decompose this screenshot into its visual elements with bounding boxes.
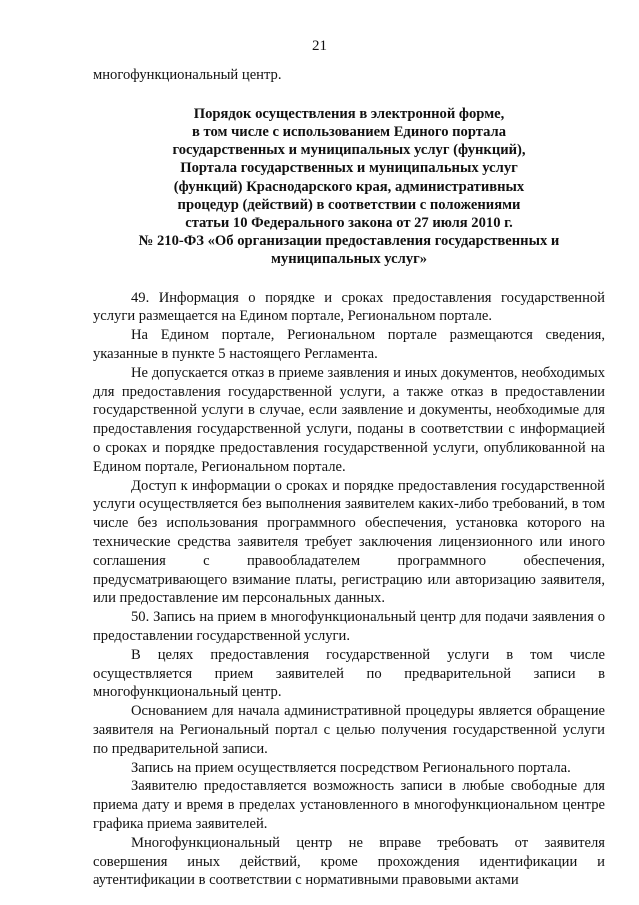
paragraph: На Едином портале, Региональном портале размещаются сведения, указанные в пункте 5 настоящего Регламента. bbox=[93, 327, 605, 363]
heading-line: государственных и муниципальных услуг (функций), bbox=[172, 142, 526, 159]
heading-line: муниципальных услуг» bbox=[270, 251, 428, 268]
heading-line: Порядок осуществления в электронной форме, bbox=[193, 105, 505, 122]
page-number: 21 bbox=[312, 38, 327, 54]
heading-line: № 210-ФЗ «Об организации предоставления государственных и bbox=[138, 233, 560, 250]
paragraph: Многофункциональный центр не вправе требовать от заявителя совершения иных действий, кроме прохождения идентификации и аутентификации в соответствии с нормативными правовыми актами bbox=[93, 834, 605, 889]
paragraph: Заявителю предоставляется возможность записи в любые свободные для приема дату и время в пределах установленного в многофункциональном центре графика приема заявителей. bbox=[93, 778, 605, 832]
heading-line: процедур (действий) в соответствии с положениями bbox=[177, 196, 521, 213]
section-heading bbox=[93, 105, 605, 269]
paragraph: Основанием для начала административной процедуры является обращение заявителя на Региональный портал с целью получения государственной услуги по предварительной записи. bbox=[93, 703, 605, 757]
paragraph-50: 50. Запись на прием в многофункциональный центр для подачи заявления о предоставлении государственной услуги. bbox=[93, 609, 605, 644]
heading-line: Портала государственных и муниципальных услуг bbox=[180, 160, 518, 177]
page-content bbox=[93, 66, 605, 890]
paragraph: В целях предоставления государственной услуги в том числе осуществляется прием заявителей по предварительной записи в многофункциональный центр. bbox=[93, 646, 605, 701]
paragraph-49: 49. Информация о порядке и сроках предоставления государственной услуги размещается на Едином портале, Региональном портале. bbox=[93, 289, 605, 325]
paragraph: Не допускается отказ в приеме заявления и иных документов, необходимых для предоставления государственной услуги, а также отказ в предоставлении государственной услуги в случае, если заявление и документы, необходимые для предоставления государственной услуги, поданы в соответствии с информацией о сроках и порядке предоставления государственной услуги, опубликованной на Едином портале, Региональном портале. bbox=[93, 364, 605, 475]
paragraph: Доступ к информации о сроках и порядке предоставления государственной услуги осуществляется без выполнения заявителем каких-либо требований, в том числе без использования программного обеспечения, установка которого на технические средства заявителя требует заключения лицензионного или иного соглашения с правообладателем программного обеспечения, предусматривающего взимание платы, регистрацию или авторизацию заявителя, или предоставление им персональных данных. bbox=[93, 477, 605, 607]
heading-line: (функций) Краснодарского края, административных bbox=[173, 178, 525, 195]
lead-text: многофункциональный центр. bbox=[93, 67, 282, 83]
heading-line: в том числе с использованием Единого портала bbox=[191, 124, 507, 140]
heading-line: статьи 10 Федерального закона от 27 июля 2010 г. bbox=[185, 215, 513, 232]
paragraph: Запись на прием осуществляется посредством Регионального портала. bbox=[131, 759, 571, 776]
